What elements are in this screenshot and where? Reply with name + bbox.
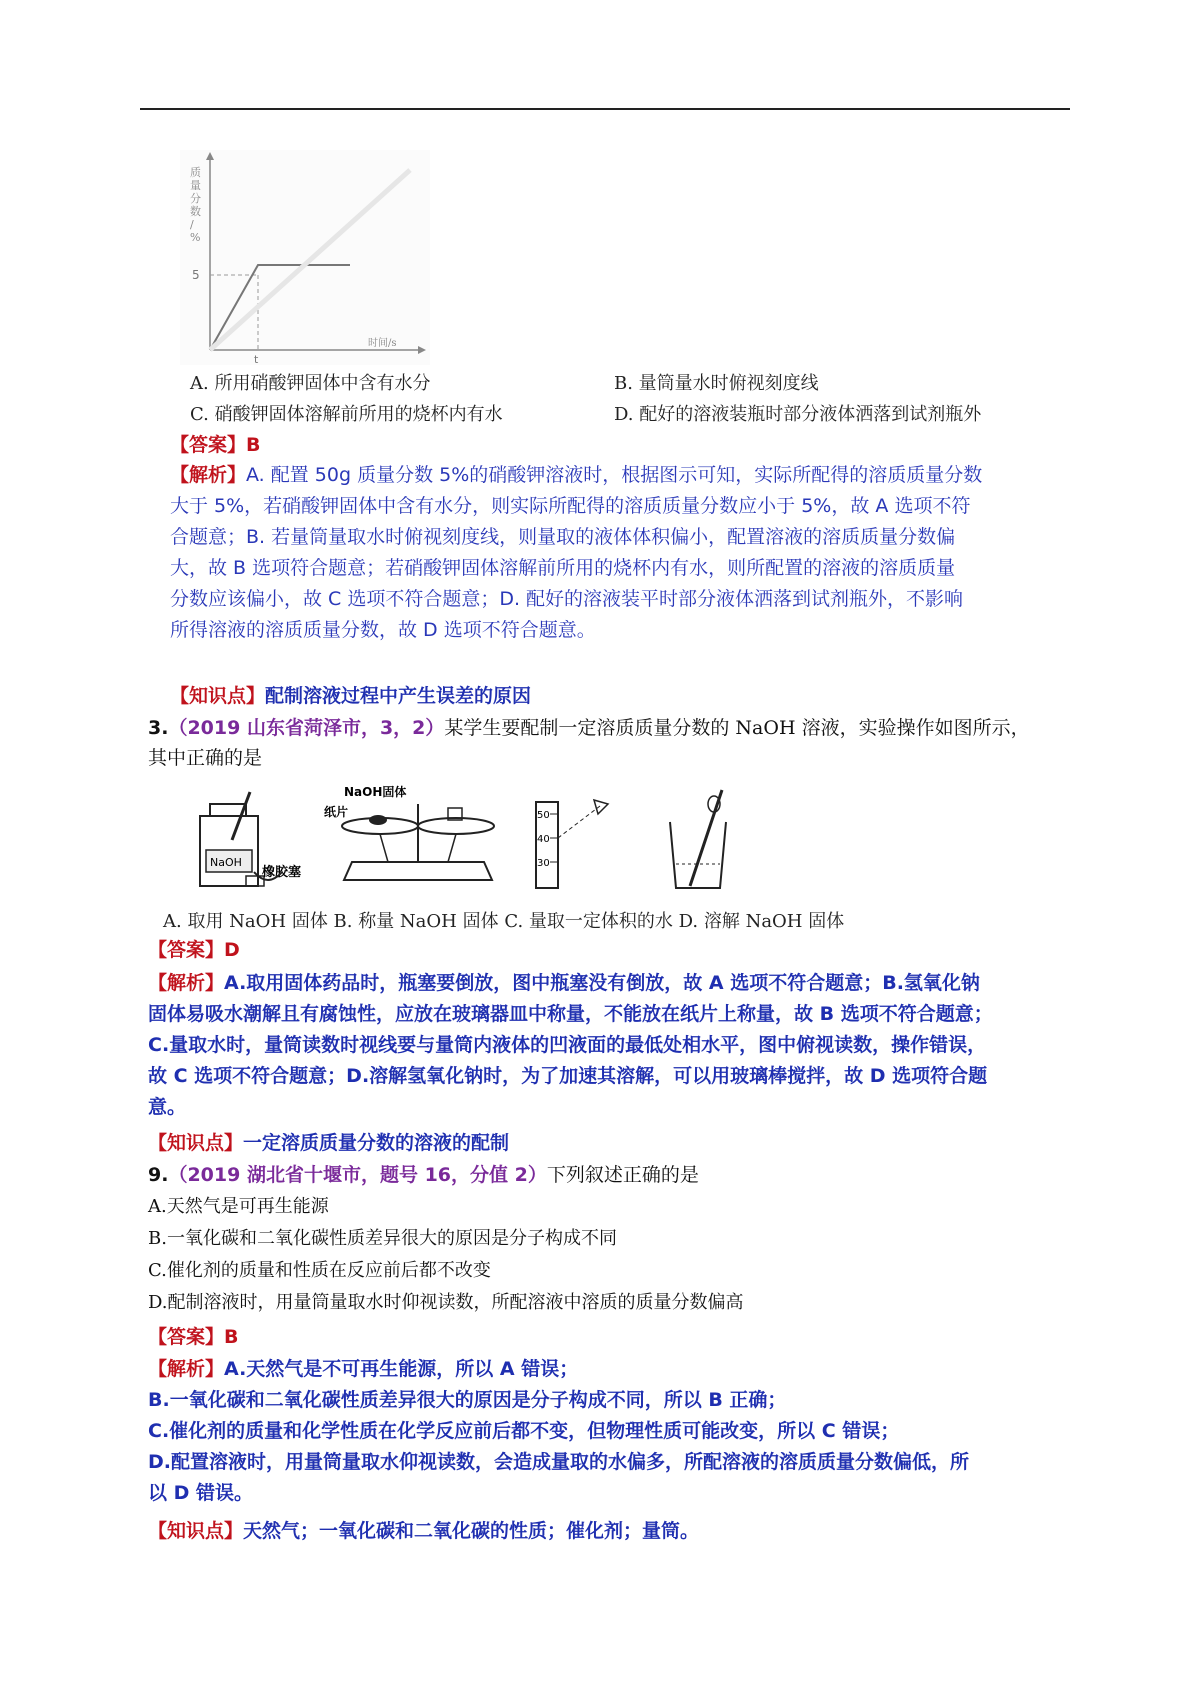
q9-option-c: C.催化剂的质量和性质在反应前后都不改变 (148, 1260, 491, 1281)
stopper-label: 橡胶塞 (262, 865, 302, 880)
q2-option-d: D. 配好的溶液装瓶时部分液体洒落到试剂瓶外 (614, 404, 982, 425)
q3-analysis-line: C.量取水时，量筒读数时视线要与量筒内液体的凹液面的最低处相水平，图中俯视读数，操作错误， (148, 1034, 987, 1056)
q9-analysis-line: B.一氧化碳和二氧化碳性质差异很大的原因是分子构成不同，所以 B 正确； (148, 1389, 787, 1411)
cylinder-tick-30: 30 (537, 858, 550, 869)
y-tick-5: 5 (192, 268, 200, 282)
q3-options: A. 取用 NaOH 固体 B. 称量 NaOH 固体 C. 量取一定体积的水 D. 溶解 NaOH 固体 (163, 911, 845, 932)
q2-analysis-line: 大于 5%，若硝酸钾固体中含有水分，则实际所配得的溶质质量分数应小于 5%，故 A 选项不符 (170, 495, 971, 517)
q9-answer-value: B (224, 1326, 239, 1348)
q2-analysis-line: 大，故 B 选项符合题意；若硝酸钾固体溶解前所用的烧杯内有水，则所配置的溶液的溶质质量 (170, 557, 956, 579)
q3-analysis-line: 故 C 选项不符合题意；D.溶解氢氧化钠时，为了加速其溶解，可以用玻璃棒搅拌，故 D 选项符合题 (148, 1065, 988, 1087)
measuring-cylinder-diagram (536, 800, 608, 888)
x-axis-label: 时间/s (368, 338, 397, 349)
q9-analysis-line: 以 D 错误。 (148, 1482, 254, 1504)
cylinder-tick-40: 40 (537, 834, 550, 845)
q2-analysis-line: 所得溶液的溶质质量分数，故 D 选项不符合题意。 (170, 619, 596, 641)
q9-stem-text: 下列叙述正确的是 (546, 1164, 699, 1186)
q9-source: （2019 湖北省十堰市，题号 16，分值 2） (168, 1164, 547, 1186)
q3-answer (148, 937, 240, 963)
q2-option-a: A. 所用硝酸钾固体中含有水分 (190, 373, 431, 394)
q3-stem-line2: 其中正确的是 (148, 747, 263, 769)
q9-analysis (148, 1354, 1078, 1509)
q2-option-c: C. 硝酸钾固体溶解前所用的烧杯内有水 (190, 404, 503, 425)
q9-option-d: D.配制溶液时，用量筒量取水时仰视读数，所配溶液中溶质的质量分数偏高 (148, 1292, 744, 1313)
q9-stem: 9.（2019 湖北省十堰市，题号 16，分值 2）下列叙述正确的是 (148, 1164, 699, 1186)
paper-label: 纸片 (324, 805, 349, 819)
q3-answer-value: D (224, 939, 240, 961)
q2-analysis-line: 合题意；B. 若量筒量取水时俯视刻度线，则量取的液体体积偏小，配置溶液的溶质质量分数偏 (170, 526, 956, 548)
q3-analysis-line: 意。 (148, 1096, 187, 1118)
q9-knowledge-text: 天然气；一氧化碳和二氧化碳的性质；催化剂；量筒。 (243, 1520, 700, 1542)
q2-analysis-line: A. 配置 50g 质量分数 5%的硝酸钾溶液时，根据图示可知，实际所配得的溶质质量分数 (246, 464, 983, 486)
y-axis-label: 质量分数/ % (190, 166, 201, 244)
q9-option-b: B.一氧化碳和二氧化碳性质差异很大的原因是分子构成不同 (148, 1228, 617, 1249)
q9-analysis-line: A.天然气是不可再生能源，所以 A 错误； (224, 1358, 579, 1380)
beaker-diagram (670, 790, 726, 888)
q3-number: 3 (148, 717, 162, 739)
header-rule (140, 108, 1070, 110)
q3-source: （2019 山东省菏泽市，3，2） (168, 717, 445, 739)
reagent-bottle-diagram (200, 792, 301, 886)
bottle-label: NaOH (210, 856, 242, 869)
q9-knowledge-tag: 【知识点】 (148, 1520, 244, 1542)
q2-knowledge-tag: 【知识点】 (170, 685, 266, 707)
q3-answer-tag: 【答案】 (148, 939, 225, 961)
balance-diagram (324, 784, 494, 880)
q3-knowledge-text: 一定溶质质量分数的溶液的配制 (243, 1132, 510, 1154)
q2-option-b: B. 量筒量水时俯视刻度线 (614, 373, 819, 394)
q3-operations-figure (192, 784, 842, 894)
q9-analysis-tag: 【解析】 (148, 1358, 225, 1380)
q9-number: 9 (148, 1164, 162, 1186)
q3-stem-text: 某学生要配制一定溶质质量分数的 NaOH 溶液，实验操作如图所示， (444, 717, 1030, 739)
q9-analysis-line: D.配置溶液时，用量筒量取水仰视读数，会造成量取的水偏多，所配溶液的溶质质量分数偏低，所 (148, 1451, 969, 1473)
q2-answer (170, 432, 261, 458)
q3-analysis-line: A.取用固体药品时，瓶塞要倒放，图中瓶塞没有倒放，故 A 选项不符合题意；B.氢氧化钠 (224, 972, 980, 994)
q2-knowledge-text: 配制溶液过程中产生误差的原因 (265, 685, 532, 707)
q9-knowledge (148, 1518, 699, 1544)
q3-knowledge (148, 1130, 509, 1156)
q3-stem: 3.（2019 山东省菏泽市，3，2）某学生要配制一定溶质质量分数的 NaOH 溶液，实验操作如图所示， (148, 717, 1030, 739)
cylinder-tick-50: 50 (537, 810, 550, 821)
q2-knowledge (170, 683, 531, 709)
q2-analysis (170, 460, 1070, 646)
q3-analysis-tag: 【解析】 (148, 972, 225, 994)
q2-analysis-tag: 【解析】 (170, 464, 247, 486)
q2-analysis-line: 分数应该偏小，故 C 选项不符合题意；D. 配好的溶液装平时部分液体洒落到试剂瓶外，不影响 (170, 588, 964, 610)
q3-knowledge-tag: 【知识点】 (148, 1132, 244, 1154)
q3-analysis-line: 固体易吸水潮解且有腐蚀性，应放在玻璃器皿中称量，不能放在纸片上称量，故 B 选项不符合题意； (148, 1003, 993, 1025)
x-tick-t: t (254, 353, 259, 365)
solid-label: NaOH固体 (344, 785, 407, 799)
q2-answer-value: B (246, 434, 261, 456)
q9-answer-tag: 【答案】 (148, 1326, 225, 1348)
q2-answer-tag: 【答案】 (170, 434, 247, 456)
mass-fraction-graph (180, 150, 430, 365)
q9-analysis-line: C.催化剂的质量和化学性质在化学反应前后都不变，但物理性质可能改变，所以 C 错误； (148, 1420, 900, 1442)
q9-option-a: A.天然气是可再生能源 (148, 1196, 329, 1217)
q3-analysis (148, 968, 1078, 1123)
q9-answer (148, 1324, 239, 1350)
